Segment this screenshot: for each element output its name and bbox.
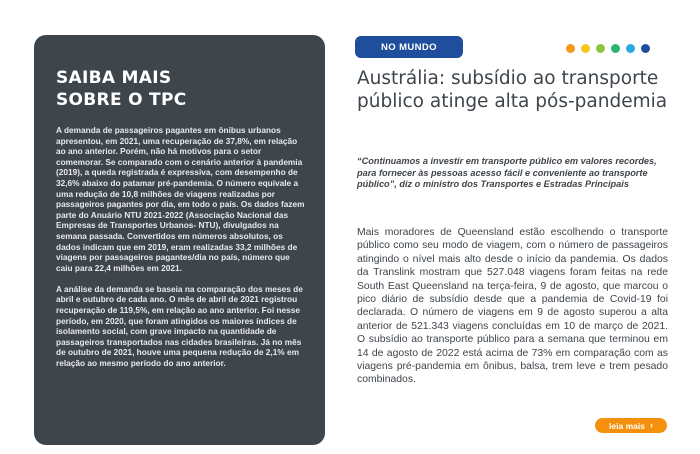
sidebar-paragraph-1: A demanda de passageiros pagantes em ônibus urbanos apresentou, em 2021, uma recuperação de 37,8%, em relação ao ano anterior. Porém, não há motivos para o setor comemorar. Se comparado com o cenário anterior à pandemia (2019), a queda registrada é expressiva, com desempenho de 32,6% abaixo do patamar pré-pandemia. O número equivale a uma redução de 10,8 milhões de viagens realizadas por passageiros pagantes por dia, em todo o país. Os dados fazem parte do Anuário NTU 2021-2022 (Associação Nacional das Empresas de Transportes Urbanos- NTU), divulgados na semana passada. Convertidos em números absolutos, os dados indicam que em 2019, eram realizadas 33,2 milhões de viagens por passageiros pagantes/dia no país, número que caiu para 22,4 milhões em 2021. [56,125,305,273]
section-badge: NO MUNDO [355,36,463,58]
article-body: Mais moradores de Queensland estão escolhendo o transporte público como seu modo de viagem, com o número de passageiros atingindo o nível mais alto desde o início da pandemia. Os dados da Translink mostram que 527.048 viagens foram feitas na rede South East Queensland na terça-feira, 9 de agosto, que marcou o pico diário de subsídio desde que a pandemia de Covid-19 foi declarada. O número de viagens em 9 de agosto superou a alta anterior de 521.343 viagens concluídas em 10 de março de 2021. O subsídio ao transporte público para a semana que terminou em 14 de agosto de 2022 está acima de 73% em comparação com as viagens pré-pandemia em ônibus, balsa, trem leve e trem pesado combinados. [357,227,668,386]
read-more-label: leia mais [609,420,645,431]
article-title: Austrália: subsídio ao transporte público atinge alta pós-pandemia [357,68,668,112]
sidebar-paragraph-2: A análise da demanda se baseia na comparação dos meses de abril e outubro de cada ano. O mês de abril de 2021 registrou recuperação de 119,5%, em relação ao ano anterior. Foi nesse período, em 2020, que foram atingidos os maiores índices de isolamento social, com grave impacto na quantidade de passageiros transportados nas cidades brasileiras. Já no mês de outubro de 2021, houve uma pequena redução de 2,1% em relação ao mesmo período do ano anterior. [56,283,303,368]
dot-green [611,44,620,53]
dot-dark-blue [641,44,650,53]
dot-orange [566,44,575,53]
dot-light-blue [626,44,635,53]
decorative-dots [566,44,650,53]
article-quote: “Continuamos a investir em transporte público em valores recordes, para fornecer às pessoas acesso fácil e conveniente ao transporte público”, diz o ministro dos Transportes e Estradas Principais [357,156,657,190]
dot-light-green [596,44,605,53]
dot-yellow [581,44,590,53]
saiba-mais-card [34,35,325,445]
read-more-button[interactable] [595,418,667,433]
sidebar-title: SAIBA MAIS SOBRE O TPC [56,68,187,110]
chevron-right-icon: › [649,420,653,430]
